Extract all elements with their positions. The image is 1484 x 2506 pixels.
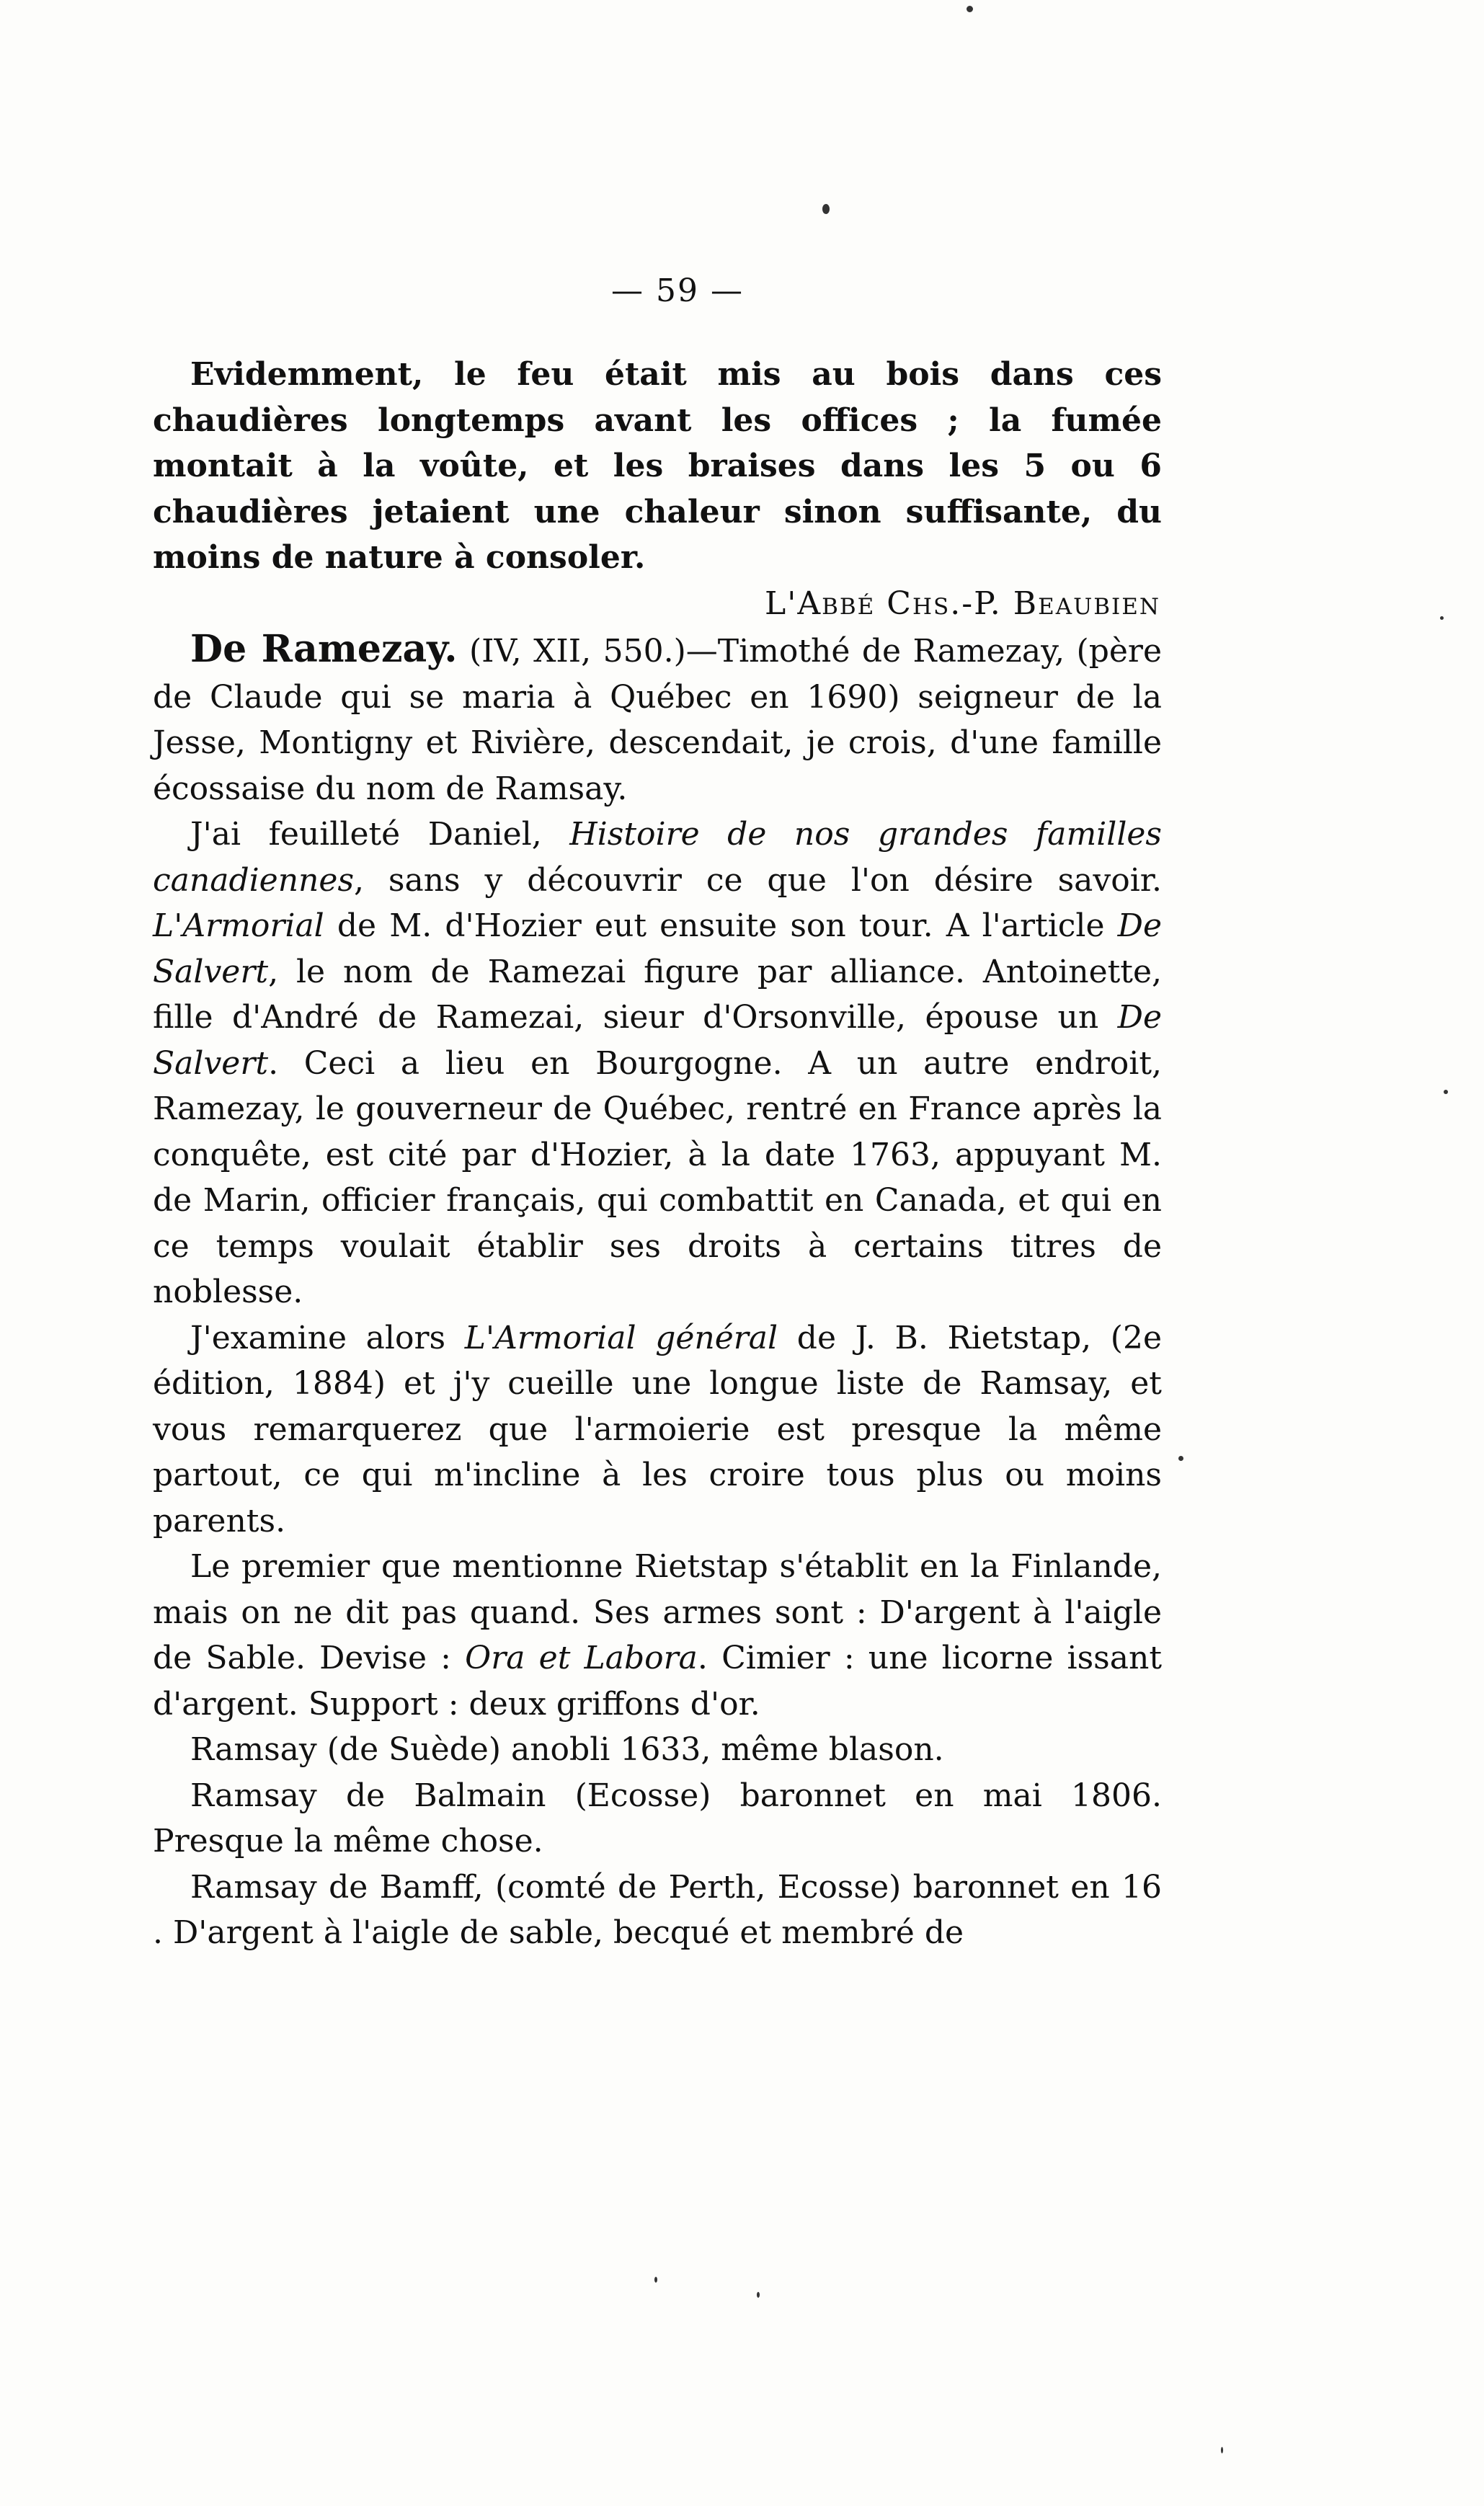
text-run: de M. d'Hozier eut ensuite son tour. A l'article — [324, 907, 1118, 944]
paragraph-de-ramezay — [153, 626, 1162, 812]
scan-speck — [822, 204, 830, 214]
italic-title: L'Armorial général — [464, 1319, 778, 1356]
entry-heading: De Ramezay. — [190, 627, 458, 671]
page-number: — 59 — — [611, 272, 744, 309]
italic-motto: Ora et Labora — [465, 1640, 698, 1676]
paragraph-finlande — [153, 1544, 1162, 1727]
text-run: , le nom de Ramezai figure par alliance. Antoinette, fille d'André de Ramezai, sieur d'Orsonville, épouse un — [153, 953, 1162, 1036]
scan-speck — [654, 2277, 657, 2283]
text-run: Le premier que mentionne Rietstap s'établit en la Finlande, mais on ne dit pas quand. Ses armes sont : D'argent à l'aigle de Sable. Devise : — [153, 1548, 1162, 1676]
italic-title: De Salvert — [153, 907, 1162, 990]
text-run: . Cimier : une licorne issant d'argent. Support : deux griffons d'or. — [153, 1640, 1163, 1723]
paragraph-ramsay-suede: Ramsay (de Suède) anobli 1633, même blason. — [190, 1731, 944, 1768]
body-text — [153, 352, 1162, 1956]
scan-speck — [1221, 2447, 1223, 2453]
italic-title: De Salvert — [153, 999, 1162, 1082]
text-run: , sans y découvrir ce que l'on désire savoir. — [354, 861, 1162, 899]
paragraph-ramsay-balmain: Ramsay de Balmain (Ecosse) baronnet en mai 1806. Presque la même chose. — [153, 1777, 1162, 1859]
scan-speck — [757, 2292, 760, 2298]
entry-text: (IV, XII, 550.)—Timothé de Ramezay, (père de Claude qui se maria à Québec en 1690) seigneur de la Jesse, Montigny et Rivière, descendait, je crois, d'une famille écossaise du nom de Ramsay. — [153, 633, 1163, 807]
paragraph-chaudieres: Evidemment, le feu était mis au bois dans ces chaudières longtemps avant les offices ; la fumée montait à la voûte, et les braises dans les 5 ou 6 chaudières jetaient une chaleur sinon suffisante, du moins de nature à consoler. — [153, 356, 1162, 576]
scan-speck — [1440, 616, 1444, 620]
scan-speck — [1178, 1456, 1183, 1461]
scan-speck — [1444, 1090, 1448, 1094]
text-run: J'examine alors — [190, 1319, 465, 1356]
signature: L'Abbé Chs.-P. Beaubien — [765, 585, 1160, 622]
paragraph-daniel — [153, 812, 1162, 1315]
paragraph-ramsay-bamff: Ramsay de Bamff, (comté de Perth, Ecosse) baronnet en 16 . D'argent à l'aigle de sable, becqué et membré de — [153, 1868, 1162, 1951]
text-run: de J. B. Rietstap, (2e édition, 1884) et j'y cueille une longue liste de Ramsay, et vous remarquerez que l'armoierie est presque la même partout, ce qui m'incline à les croire tous plus ou moins parents. — [153, 1319, 1162, 1539]
text-run: J'ai feuilleté Daniel, — [190, 816, 570, 853]
scan-speck — [967, 6, 973, 12]
italic-title: L'Armorial — [153, 907, 324, 944]
paragraph-rietstap — [153, 1315, 1162, 1545]
text-run: . Ceci a lieu en Bourgogne. A un autre endroit, Ramezay, le gouverneur de Québec, rentré en France après la conquête, est cité par d'Hozier, à la date 1763, appuyant M. de Marin, officier français, qui combattit en Canada, et qui en ce temps voulait établir ses droits à certains titres de noblesse. — [153, 1044, 1162, 1310]
italic-title: Histoire de nos grandes familles canadiennes — [153, 816, 1163, 899]
